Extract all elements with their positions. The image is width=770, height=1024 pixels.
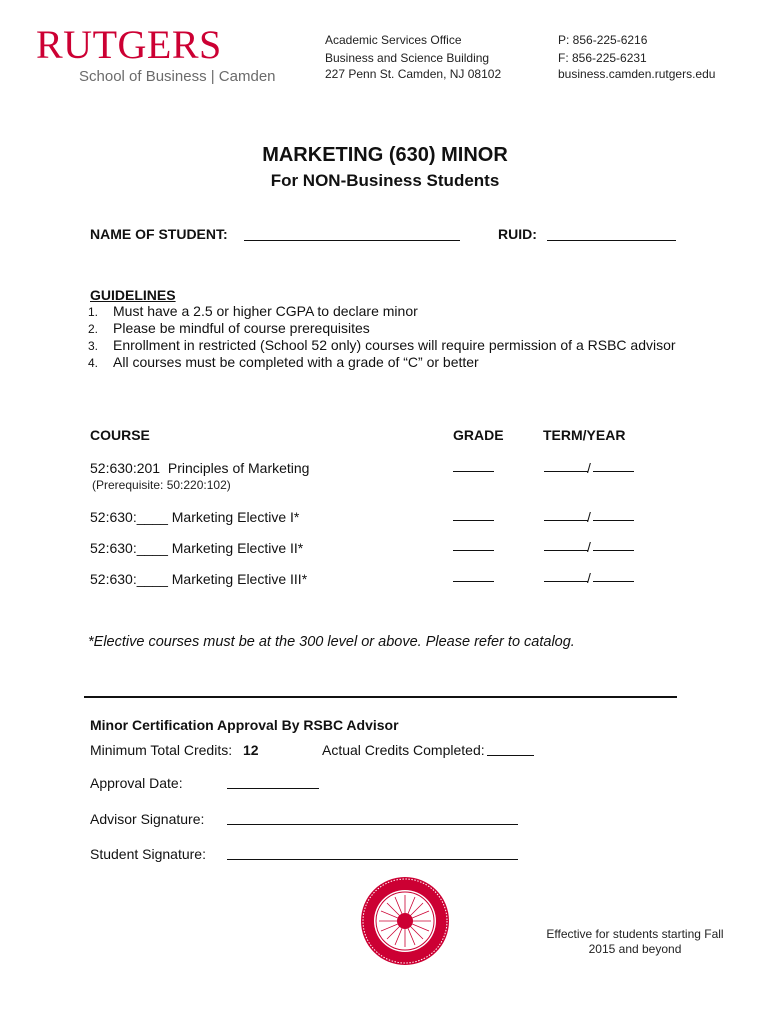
effective-note-line1: Effective for students starting Fall bbox=[546, 927, 724, 941]
term-column-header: TERM/YEAR bbox=[543, 427, 626, 443]
course-row bbox=[90, 540, 303, 556]
guideline-number: 4. bbox=[88, 356, 99, 370]
student-signature-label: Student Signature: bbox=[90, 846, 206, 862]
term-slash: / bbox=[587, 539, 591, 555]
building-name: Business and Science Building bbox=[325, 51, 490, 65]
term-field[interactable] bbox=[544, 520, 588, 521]
course-code: 52:630:____ bbox=[90, 540, 168, 556]
actual-credits-field[interactable] bbox=[487, 755, 534, 756]
guideline-text: Enrollment in restricted (School 52 only) courses will require permission of a RSBC advisor bbox=[113, 337, 676, 353]
ruid-label: RUID: bbox=[498, 226, 537, 242]
grade-field[interactable] bbox=[453, 581, 494, 582]
term-slash: / bbox=[587, 509, 591, 525]
phone: P: 856-225-6216 bbox=[558, 33, 648, 47]
approval-date-label: Approval Date: bbox=[90, 775, 183, 791]
course-title: Principles of Marketing bbox=[167, 460, 310, 476]
ruid-field[interactable] bbox=[547, 225, 676, 241]
grade-field[interactable] bbox=[453, 471, 494, 472]
page-title: MARKETING (630) MINOR bbox=[262, 144, 508, 166]
year-field[interactable] bbox=[593, 581, 634, 582]
course-title: Marketing Elective III* bbox=[171, 571, 308, 587]
section-divider bbox=[84, 696, 677, 698]
address: 227 Penn St. Camden, NJ 08102 bbox=[325, 67, 502, 81]
year-field[interactable] bbox=[593, 550, 634, 551]
guideline-text: Must have a 2.5 or higher CGPA to declare minor bbox=[113, 303, 418, 319]
approval-date-field[interactable] bbox=[227, 788, 319, 789]
guideline-number: 2. bbox=[88, 322, 99, 336]
term-field[interactable] bbox=[544, 581, 588, 582]
elective-note: *Elective courses must be at the 300 level or above. Please refer to catalog. bbox=[88, 634, 575, 650]
student-name-label: NAME OF STUDENT: bbox=[90, 226, 228, 242]
course-row bbox=[90, 509, 299, 525]
grade-field[interactable] bbox=[453, 520, 494, 521]
office-name: Academic Services Office bbox=[325, 33, 462, 47]
guideline-item bbox=[88, 337, 676, 353]
certification-heading: Minor Certification Approval By RSBC Advisor bbox=[90, 717, 399, 733]
course-code: 52:630:____ bbox=[90, 509, 168, 525]
guideline-text: All courses must be completed with a grade of “C” or better bbox=[113, 354, 479, 370]
effective-note bbox=[540, 927, 730, 957]
guideline-number: 1. bbox=[88, 305, 99, 319]
effective-note-line2: 2015 and beyond bbox=[588, 942, 682, 956]
advisor-signature-field[interactable] bbox=[227, 824, 518, 825]
guideline-item bbox=[88, 320, 370, 336]
student-signature-field[interactable] bbox=[227, 859, 518, 860]
course-column-header: COURSE bbox=[90, 427, 150, 443]
course-title: Marketing Elective II* bbox=[171, 540, 304, 556]
course-row bbox=[90, 460, 309, 476]
course-code: 52:630:201 bbox=[90, 460, 161, 476]
page-subtitle: For NON-Business Students bbox=[270, 171, 500, 190]
year-field[interactable] bbox=[593, 471, 634, 472]
term-field[interactable] bbox=[544, 550, 588, 551]
grade-column-header: GRADE bbox=[453, 427, 504, 443]
grade-field[interactable] bbox=[453, 550, 494, 551]
min-credits-value: 12 bbox=[243, 742, 259, 758]
guidelines-heading: GUIDELINES bbox=[90, 287, 176, 303]
guideline-number: 3. bbox=[88, 339, 99, 353]
course-title: Marketing Elective I* bbox=[171, 509, 300, 525]
course-row bbox=[90, 571, 307, 587]
rutgers-seal bbox=[360, 876, 450, 971]
course-prerequisite: (Prerequisite: 50:220:102) bbox=[92, 478, 231, 492]
guideline-item bbox=[88, 303, 418, 319]
year-field[interactable] bbox=[593, 520, 634, 521]
min-credits-label: Minimum Total Credits: bbox=[90, 742, 233, 758]
school-name: School of Business | Camden bbox=[79, 68, 276, 85]
advisor-signature-label: Advisor Signature: bbox=[90, 811, 205, 827]
term-field[interactable] bbox=[544, 471, 588, 472]
website[interactable]: business.camden.rutgers.edu bbox=[558, 67, 716, 81]
guideline-text: Please be mindful of course prerequisites bbox=[113, 320, 370, 336]
student-name-field[interactable] bbox=[244, 225, 460, 241]
rutgers-logo: RUTGERS bbox=[36, 22, 222, 67]
term-slash: / bbox=[587, 570, 591, 586]
guideline-item bbox=[88, 354, 479, 370]
fax: F: 856-225-6231 bbox=[558, 51, 647, 65]
actual-credits-label: Actual Credits Completed: bbox=[322, 742, 485, 758]
term-slash: / bbox=[587, 460, 591, 476]
course-code: 52:630:____ bbox=[90, 571, 168, 587]
